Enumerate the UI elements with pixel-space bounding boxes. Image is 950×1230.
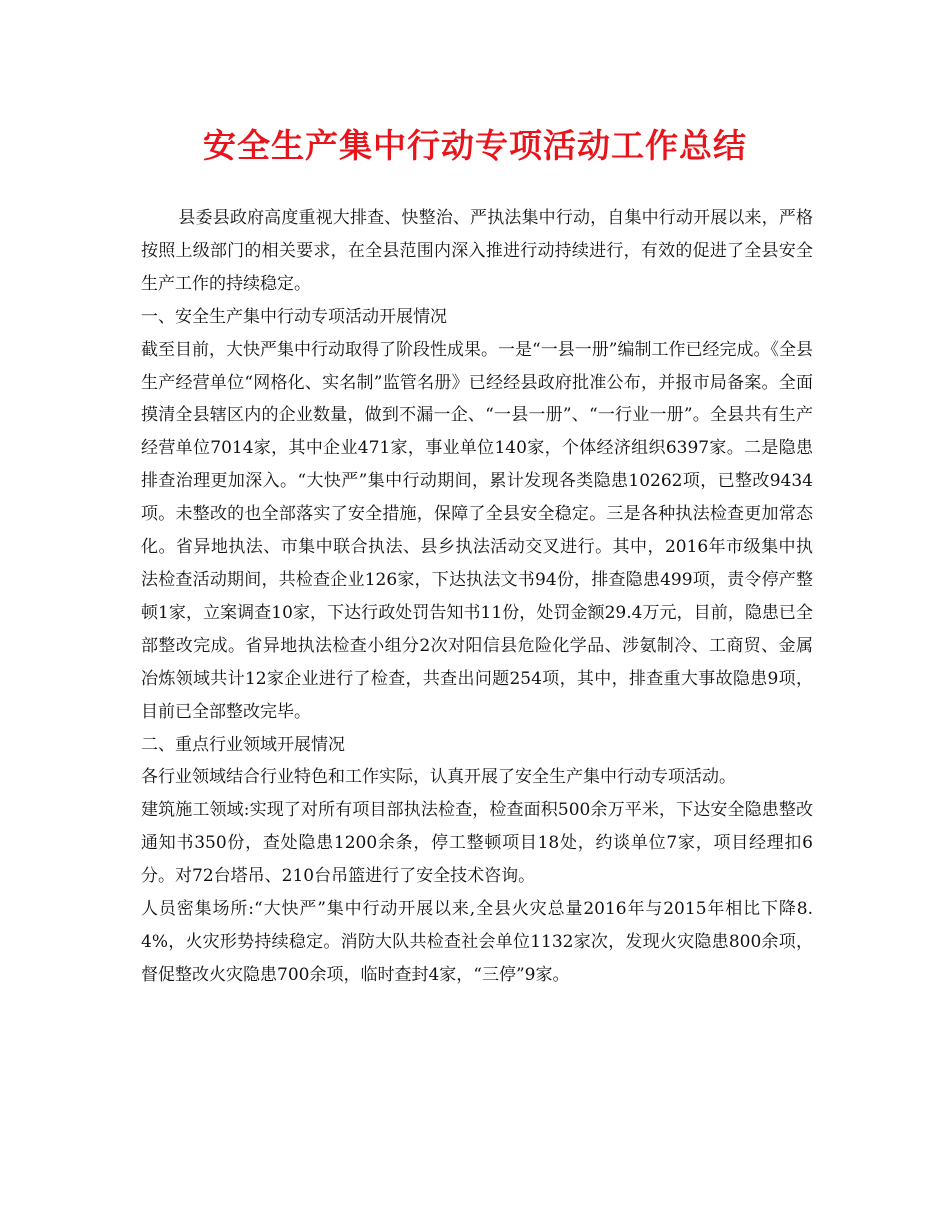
document-body — [141, 202, 813, 992]
section-2-intro-paragraph: 各行业领域结合行业特色和工作实际，认真开展了安全生产集中行动专项活动。 — [141, 767, 736, 788]
intro-paragraph: 县委县政府高度重视大排查、快整治、严执法集中行动，自集中行动开展以来，严格按照上级部门的相关要求，在全县范围内深入推进行动持续进行，有效的促进了全县安全生产工作的持续稳定。 — [141, 208, 813, 294]
crowded-places-paragraph: 人员密集场所:“大快严”集中行动开展以来,全县火灾总量2016年与2015年相比下降8.4%，火灾形势持续稳定。消防大队共检查社会单位1132家次，发现火灾隐患800余项，督促整改火灾隐患700余项，临时查封4家，“三停”9家。 — [141, 899, 813, 985]
section-heading-2: 二、重点行业领域开展情况 — [141, 734, 345, 755]
section-heading-1: 一、安全生产集中行动专项活动开展情况 — [141, 306, 447, 327]
section-1-paragraph: 截至目前，大快严集中行动取得了阶段性成果。一是“一县一册”编制工作已经完成。《全县生产经营单位“网格化、实名制”监管名册》已经经县政府批准公布，并报市局备案。全面摸清全县辖区内的企业数量，做到不漏一企、“一县一册”、“一行业一册”。全县共有生产经营单位7014家，其中企业471家，事业单位140家，个体经济组织6397家。二是隐患排查治理更加深入。“大快严”集中行动期间，累计发现各类隐患10262项，已整改9434项。未整改的也全部落实了安全措施，保障了全县安全稳定。三是各种执法检查更加常态化。省异地执法、市集中联合执法、县乡执法活动交叉进行。其中，2016年市级集中执法检查活动期间，共检查企业126家，下达执法文书94份，排查隐患499项，责令停产整顿1家，立案调查10家，下达行政处罚告知书11份，处罚金额29.4万元，目前，隐患已全部整改完成。省异地执法检查小组分2次对阳信县危险化学品、涉氨制冷、工商贸、金属冶炼领域共计12家企业进行了检查，共查出问题254项，其中，排查重大事故隐患9项，目前已全部整改完毕。 — [141, 339, 813, 722]
construction-paragraph: 建筑施工领域:实现了对所有项目部执法检查，检查面积500余万平米，下达安全隐患整改通知书350份，查处隐患1200余条，停工整顿项目18处，约谈单位7家，项目经理扣6分。对72台塔吊、210台吊篮进行了安全技术咨询。 — [141, 800, 813, 887]
document-title: 安全生产集中行动专项活动工作总结 — [203, 126, 747, 165]
